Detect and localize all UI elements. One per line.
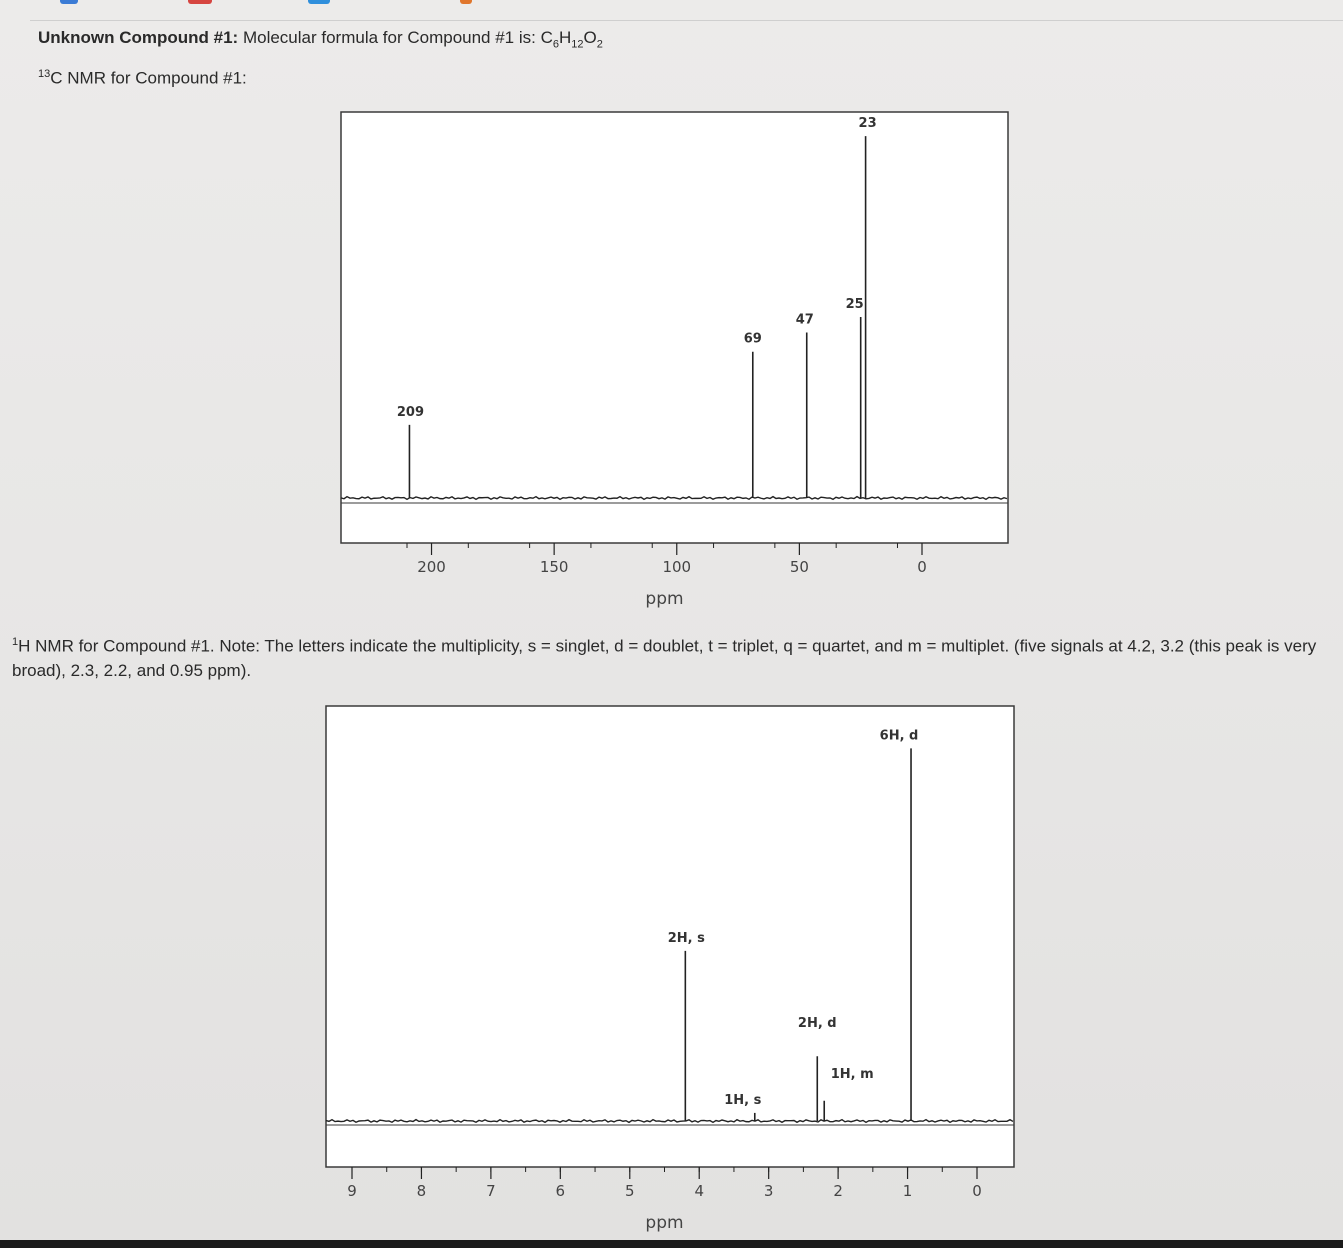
peak-label: 6H, d	[879, 728, 919, 744]
axis-unit-label: ppm	[645, 589, 684, 609]
tick-label: 200	[417, 558, 446, 576]
formula-h: H	[559, 28, 572, 47]
tick-label: 7	[486, 1182, 496, 1200]
tick-label: 6	[555, 1182, 566, 1200]
tick-label: 50	[789, 558, 809, 576]
formula-o-subscript: 2	[596, 38, 603, 51]
peak-label: 25	[845, 297, 864, 313]
formula-h-subscript: 12	[571, 38, 584, 51]
axis-unit-label: ppm	[645, 1213, 684, 1233]
tick-label: 9	[347, 1182, 357, 1200]
tick-label: 0	[972, 1182, 982, 1200]
c13-label-text: C NMR for Compound #1:	[50, 68, 247, 88]
tick-label: 4	[694, 1182, 704, 1200]
formula-c-subscript: 6	[552, 38, 559, 51]
tick-label: 150	[539, 558, 569, 576]
heading-bold: Unknown Compound #1:	[38, 28, 239, 47]
peak-label: 209	[396, 404, 425, 420]
tick-label: 2	[833, 1182, 843, 1200]
h1-superscript: 1	[12, 636, 19, 648]
formula-o: O	[583, 28, 597, 47]
peak-label: 1H, s	[724, 1092, 762, 1108]
tick-label: 100	[662, 558, 692, 576]
tick-label: 3	[763, 1182, 774, 1200]
peak-label: 23	[858, 116, 877, 132]
peak-label: 1H, m	[830, 1066, 874, 1082]
peak-label: 47	[795, 312, 814, 328]
h1-label-text: H NMR for Compound #1. Note: The letters indicate the multiplicity, s = singlet, d = doublet, t = triplet, q = quartet, and m = multiplet. (five signals at 4.2, 3.2 (this peak is very broad), 2.3, 2.2, and 0.95 ppm).	[12, 636, 1317, 680]
peak-label: 2H, d	[797, 1016, 837, 1032]
tick-label: 0	[917, 558, 927, 576]
bottom-edge-bar	[0, 1240, 1343, 1248]
tick-label: 5	[625, 1182, 635, 1200]
c13-superscript: 13	[38, 68, 51, 80]
peak-label: 2H, s	[667, 930, 705, 946]
peak-label: 69	[743, 331, 762, 347]
tick-label: 1	[902, 1182, 913, 1200]
heading-text: Molecular formula for Compound #1 is: C	[242, 28, 553, 47]
tick-label: 8	[416, 1182, 427, 1200]
